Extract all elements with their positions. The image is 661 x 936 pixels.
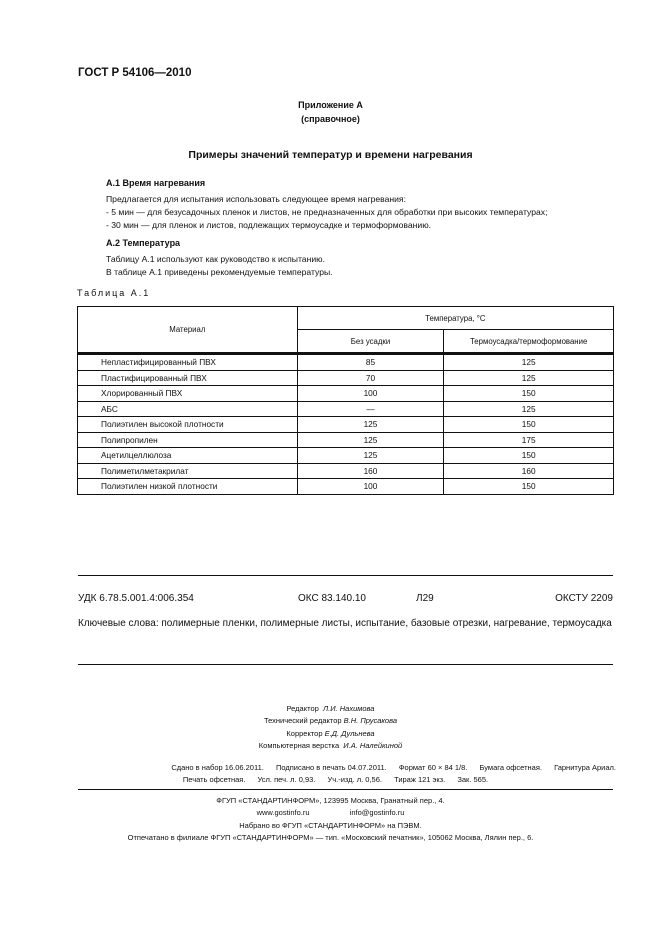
divider-middle — [78, 664, 613, 665]
print-info-line-1 — [78, 763, 616, 772]
paragraph-line: - 30 мин — для пленок и листов, подлежащих термоусадке и термоформованию. — [106, 220, 432, 230]
table-caption: Таблица А.1 — [77, 288, 151, 298]
table-row — [78, 432, 614, 448]
header-shrink-forming: Термоусадка/термоформование — [444, 330, 614, 354]
divider-top — [78, 575, 613, 576]
cell-no-shrink: 160 — [297, 463, 444, 479]
cell-shrink-forming: 150 — [444, 448, 614, 464]
cell-material: Полипропилен — [78, 432, 298, 448]
credit-line — [0, 703, 661, 715]
paragraph-line: - 5 мин — для безусадочных пленок и листов, не предназначенных для обработки при высоких температурах; — [106, 207, 548, 217]
cell-shrink-forming: 150 — [444, 386, 614, 402]
standard-number: ГОСТ Р 54106—2010 — [78, 67, 192, 79]
cell-material: Полиэтилен низкой плотности — [78, 479, 298, 495]
cell-material: Полиэтилен высокой плотности — [78, 417, 298, 433]
table-row — [78, 401, 614, 417]
credit-name: Е.Д. Дульнева — [324, 728, 375, 738]
cell-material: Непластифицированный ПВХ — [78, 354, 298, 371]
classifier-code: Л29 — [416, 593, 434, 604]
credit-line — [0, 740, 661, 752]
cell-no-shrink: — — [297, 401, 444, 417]
cell-no-shrink: 85 — [297, 354, 444, 371]
cell-no-shrink: 100 — [297, 386, 444, 402]
table-row — [78, 479, 614, 495]
credit-role: Корректор — [286, 728, 323, 738]
email-link[interactable]: info@gostinfo.ru — [349, 808, 405, 818]
publisher-address: ФГУП «СТАНДАРТИНФОРМ», 123995 Москва, Гранатный пер., 4. — [216, 796, 445, 805]
cell-shrink-forming: 150 — [444, 479, 614, 495]
cell-shrink-forming: 150 — [444, 417, 614, 433]
table-header-row — [78, 307, 614, 330]
table-row — [78, 417, 614, 433]
publisher-footer — [0, 795, 661, 844]
credit-role: Компьютерная верстка — [258, 741, 340, 751]
typeset-note: Набрано во ФГУП «СТАНДАРТИНФОРМ» на ПЭВМ. — [239, 820, 422, 830]
okstu-code: ОКСТУ 2209 — [555, 593, 613, 604]
divider-bottom — [78, 789, 613, 790]
table-row — [78, 370, 614, 386]
print-info-item: Уч.-изд. л. 0,56. — [327, 775, 382, 784]
temperature-table — [77, 306, 614, 495]
cell-material: АБС — [78, 401, 298, 417]
cell-no-shrink: 70 — [297, 370, 444, 386]
section-heading-a1: А.1 Время нагревания — [106, 178, 206, 188]
cell-shrink-forming: 125 — [444, 354, 614, 371]
udk-code: УДК 6.78.5.001.4:006.354 — [78, 593, 194, 604]
website-link[interactable]: www.gostinfo.ru — [256, 808, 310, 818]
credit-role: Технический редактор — [263, 716, 342, 726]
cell-no-shrink: 125 — [297, 448, 444, 464]
print-info-item: Зак. 565. — [457, 775, 489, 784]
cell-shrink-forming: 175 — [444, 432, 614, 448]
table-row — [78, 354, 614, 371]
print-info-line-2 — [0, 775, 661, 784]
annex-heading — [0, 98, 661, 126]
credits-block — [0, 703, 661, 753]
oks-code: ОКС 83.140.10 — [298, 593, 366, 604]
credit-name: Л.И. Нахимова — [322, 704, 375, 713]
paragraph-line: Предлагается для испытания использовать следующее время нагревания: — [106, 194, 406, 204]
print-info-item: Сдано в набор 16.06.2011. — [171, 763, 264, 772]
publisher-contacts — [0, 807, 661, 819]
page-title: Примеры значений температур и времени нагревания — [188, 149, 473, 161]
cell-no-shrink: 100 — [297, 479, 444, 495]
print-info-item: Печать офсетная. — [182, 775, 246, 784]
cell-shrink-forming: 160 — [444, 463, 614, 479]
paragraph-line: В таблице А.1 приведены рекомендуемые температуры. — [106, 267, 333, 277]
table-row — [78, 448, 614, 464]
print-info-item: Подписано в печать 04.07.2011. — [275, 763, 387, 772]
header-material: Материал — [78, 307, 298, 354]
section-heading-a2: А.2 Температура — [106, 238, 181, 248]
cell-material: Полиметилметакрилат — [78, 463, 298, 479]
header-no-shrink: Без усадки — [297, 330, 444, 354]
credit-name: И.А. Налейкиной — [343, 741, 403, 751]
credit-role: Редактор — [286, 704, 319, 713]
annex-subtitle: (справочное) — [301, 114, 360, 124]
table-row — [78, 463, 614, 479]
print-info-item: Формат 60 × 84 1/8. — [398, 763, 468, 772]
annex-title: Приложение А — [298, 100, 363, 110]
print-info-item: Усл. печ. л. 0,93. — [257, 775, 316, 784]
cell-shrink-forming: 125 — [444, 401, 614, 417]
cell-material: Хлорированный ПВХ — [78, 386, 298, 402]
print-info-item: Тираж 121 экз. — [394, 775, 446, 784]
cell-no-shrink: 125 — [297, 417, 444, 433]
credit-line — [0, 728, 661, 740]
table-row — [78, 386, 614, 402]
credit-name: В.Н. Прусакова — [343, 716, 398, 726]
cell-material: Пластифицированный ПВХ — [78, 370, 298, 386]
paragraph-line: Таблицу А.1 используют как руководство к испытанию. — [106, 254, 325, 264]
print-info-item: Гарнитура Ариал. — [554, 763, 616, 772]
printed-note: Отпечатано в филиале ФГУП «СТАНДАРТИНФОРМ» — тип. «Московский печатник», 105062 Москва, Лялин пер., 6. — [127, 832, 534, 842]
print-info-item: Бумага офсетная. — [479, 763, 542, 772]
section-a1-body — [106, 193, 548, 232]
header-temperature: Температура, °С — [297, 307, 613, 330]
keywords: Ключевые слова: полимерные пленки, полимерные листы, испытание, базовые отрезки, нагревание, термоусадка — [78, 618, 612, 629]
credit-line — [0, 715, 661, 727]
section-a2-body — [106, 253, 333, 279]
cell-shrink-forming: 125 — [444, 370, 614, 386]
cell-material: Ацетилцеллюлоза — [78, 448, 298, 464]
cell-no-shrink: 125 — [297, 432, 444, 448]
